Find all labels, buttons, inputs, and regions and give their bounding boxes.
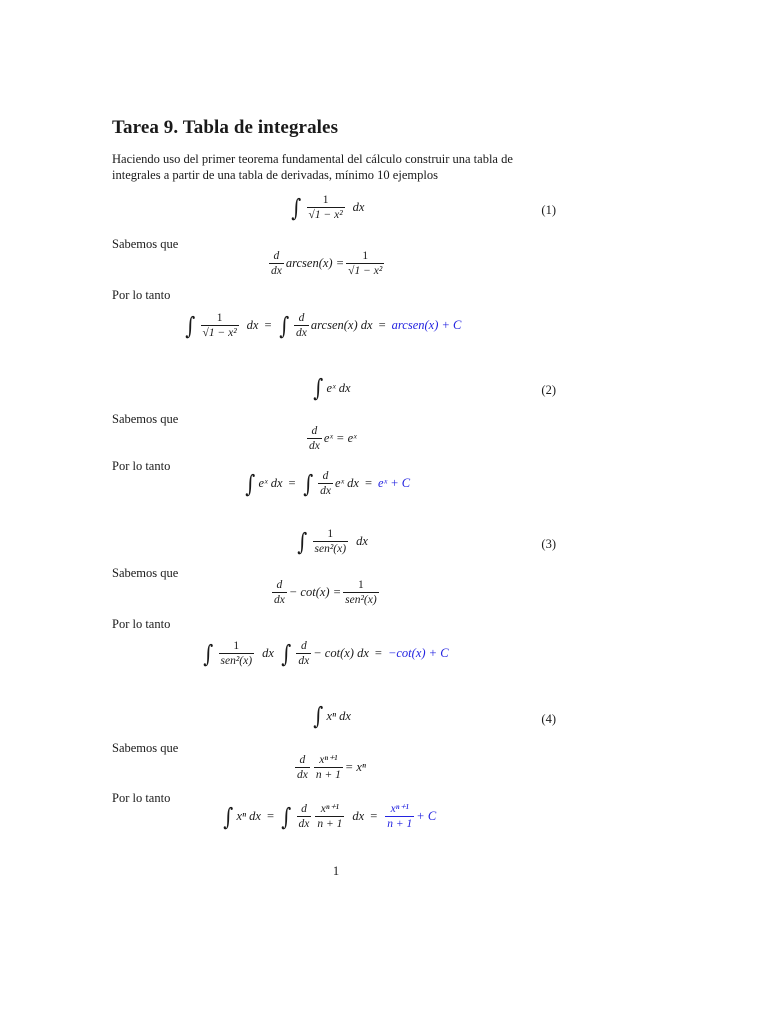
integral-sign: ∫ <box>281 639 292 668</box>
page-title: Tarea 9. Tabla de integrales <box>112 117 339 138</box>
equation-1: ∫ $\frac{1}{\text{√1 − x²}}$ dx <box>291 193 365 222</box>
label-sabemos-1: Sabemos que <box>112 237 179 251</box>
equation-number-3: (3) <box>541 537 556 551</box>
result-1: ∫ $\frac{1}{\text{√1 − x²}}$ dx = ∫ $\frac{d}{dx}$ arcsen(x) dx = arcsen(x) + C <box>185 311 462 340</box>
equation-number-4: (4) <box>541 712 556 726</box>
answer-3: −cot(x) + C <box>387 646 449 660</box>
integral-sign: ∫ <box>302 469 313 498</box>
equation-3: ∫ $\frac{1}{\text{sen²(x)}}$ dx <box>297 527 368 556</box>
label-sabemos-2: Sabemos que <box>112 412 179 426</box>
equation-number-2: (2) <box>541 383 556 397</box>
integral-sign: ∫ <box>291 193 302 222</box>
result-4: ∫ xⁿ dx = ∫ $\frac{d}{dx}$ $\frac{\text{xⁿ⁺¹}}{n + 1}$ dx = $\frac{\text{xⁿ⁺¹}}{n + 1}$ + C <box>223 802 437 831</box>
integral-sign: ∫ <box>278 311 289 340</box>
known-derivative-2: $\frac{d}{dx}$ eˣ = eˣ <box>309 425 357 452</box>
equation-number-1: (1) <box>541 203 556 217</box>
intro-paragraph: Haciendo uso del primer teorema fundamental del cálculo construir una tabla de integrales a partir de una tabla de derivadas, mínimo 10 ejemplos <box>112 152 513 182</box>
known-derivative-3: $\frac{d}{dx}$ − cot(x) = $\frac{1}{\text{sen²(x)}}$ <box>274 579 377 606</box>
label-por-lo-tanto-2: Por lo tanto <box>112 459 171 473</box>
label-por-lo-tanto-4: Por lo tanto <box>112 791 171 805</box>
answer-4-constant: + C <box>416 809 437 823</box>
integral-sign: ∫ <box>223 802 234 831</box>
known-derivative-4: $\frac{d}{dx}$ $\frac{\text{xⁿ⁺¹}}{n + 1}$ = xⁿ <box>297 754 366 781</box>
integral-sign: ∫ <box>313 374 324 402</box>
integral-sign: ∫ <box>185 311 196 340</box>
integral-sign: ∫ <box>297 527 308 556</box>
integral-sign: ∫ <box>281 802 292 831</box>
answer-2: eˣ + C <box>378 476 411 490</box>
integral-sign: ∫ <box>245 469 256 498</box>
answer-4-fraction: $\frac{\text{xⁿ⁺¹}}{n + 1}$ <box>387 803 413 830</box>
label-por-lo-tanto-3: Por lo tanto <box>112 617 171 631</box>
known-derivative-1: $\frac{d}{dx}$ arcsen(x) = $\frac{1}{\text{√1 − x²}}$ <box>271 250 383 277</box>
equation-4: ∫ xⁿ dx <box>313 702 351 730</box>
label-por-lo-tanto-1: Por lo tanto <box>112 288 171 302</box>
equation-2: ∫ eˣ dx <box>313 374 351 402</box>
result-2: ∫ eˣ dx = ∫ $\frac{d}{dx}$ eˣ dx = eˣ + C <box>245 469 411 498</box>
label-sabemos-4: Sabemos que <box>112 741 179 755</box>
page-number: 1 <box>332 864 340 878</box>
answer-1: arcsen(x) + C <box>391 318 462 332</box>
result-3: ∫ $\frac{1}{\text{sen²(x)}}$ dx ∫ $\frac{d}{dx}$ − cot(x) dx = −cot(x) + C <box>203 639 449 668</box>
integral-sign: ∫ <box>203 639 214 668</box>
fraction: $\frac{1}{\text{√1 − x²}}$ <box>308 194 343 221</box>
integral-sign: ∫ <box>313 702 324 730</box>
label-sabemos-3: Sabemos que <box>112 566 179 580</box>
